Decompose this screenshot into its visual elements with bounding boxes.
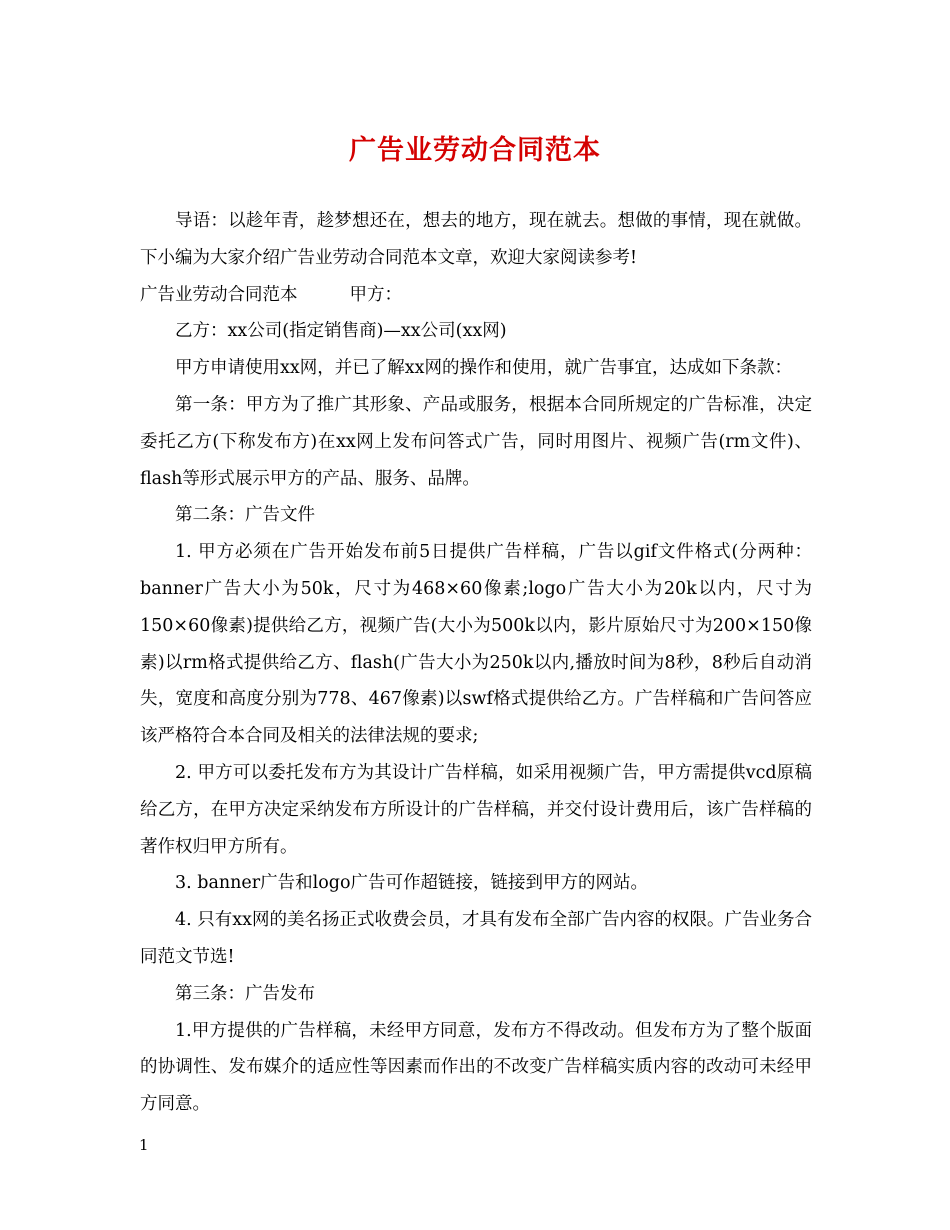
article-2-item-2: 2. 甲方可以委托发布方为其设计广告样稿，如采用视频广告，甲方需提供vcd原稿给乙方，在甲方决定采纳发布方所设计的广告样稿，并交付设计费用后，该广告样稿的著作权归甲方所有。 [140, 762, 812, 857]
article-3-item-1: 1.甲方提供的广告样稿，未经甲方同意，发布方不得改动。但发布方为了整个版面的协调性、发布媒介的适应性等因素而作出的不改变广告样稿实质内容的改动可未经甲方同意。 [140, 1020, 812, 1115]
party-b-paragraph: 乙方：xx公司(指定销售商)—xx公司(xx网) [175, 321, 507, 342]
document-title: 广告业劳动合同范本 [349, 135, 601, 166]
contract-title-text: 广告业劳动合同范本 [140, 284, 298, 305]
party-a-label: 甲方： [349, 284, 402, 305]
preamble-paragraph: 甲方申请使用xx网，并已了解xx网的操作和使用，就广告事宜，达成如下条款： [175, 358, 792, 379]
article-2-heading: 第二条：广告文件 [175, 505, 315, 526]
article-2-item-1: 1. 甲方必须在广告开始发布前5日提供广告样稿，广告以gif文件格式(分两种：banner广告大小为50k，尺寸为468×60像素;logo广告大小为20k以内，尺寸为150×60像素)提供给乙方，视频广告(大小为500k以内，影片原始尺寸为200×150像素)以rm格式提供给乙方、flash(广告大小为250k以内,播放时间为8秒，8秒后自动消失，宽度和高度分别为778、467像素)以swf格式提供给乙方。广告样稿和广告问答应该严格符合本合同及相关的法律法规的要求; [140, 542, 812, 747]
article-1-paragraph: 第一条：甲方为了推广其形象、产品或服务，根据本合同所规定的广告标准，决定委托乙方(下称发布方)在xx网上发布问答式广告，同时用图片、视频广告(rm文件)、flash等形式展示甲方的产品、服务、品牌。 [140, 394, 812, 489]
document-body [140, 203, 812, 1123]
article-2-item-3: 3. banner广告和logo广告可作超链接，链接到甲方的网站。 [175, 873, 649, 894]
article-3-heading: 第三条：广告发布 [175, 983, 315, 1004]
contract-title-line [140, 277, 812, 314]
intro-paragraph: 导语：以趁年青，趁梦想还在，想去的地方，现在就去。想做的事情，现在就做。下小编为大家介绍广告业劳动合同范本文章，欢迎大家阅读参考! [140, 211, 812, 268]
article-2-item-4: 4. 只有xx网的美名扬正式收费会员，才具有发布全部广告内容的权限。广告业务合同范文节选! [140, 910, 812, 967]
page-number: 1 [139, 1136, 149, 1154]
